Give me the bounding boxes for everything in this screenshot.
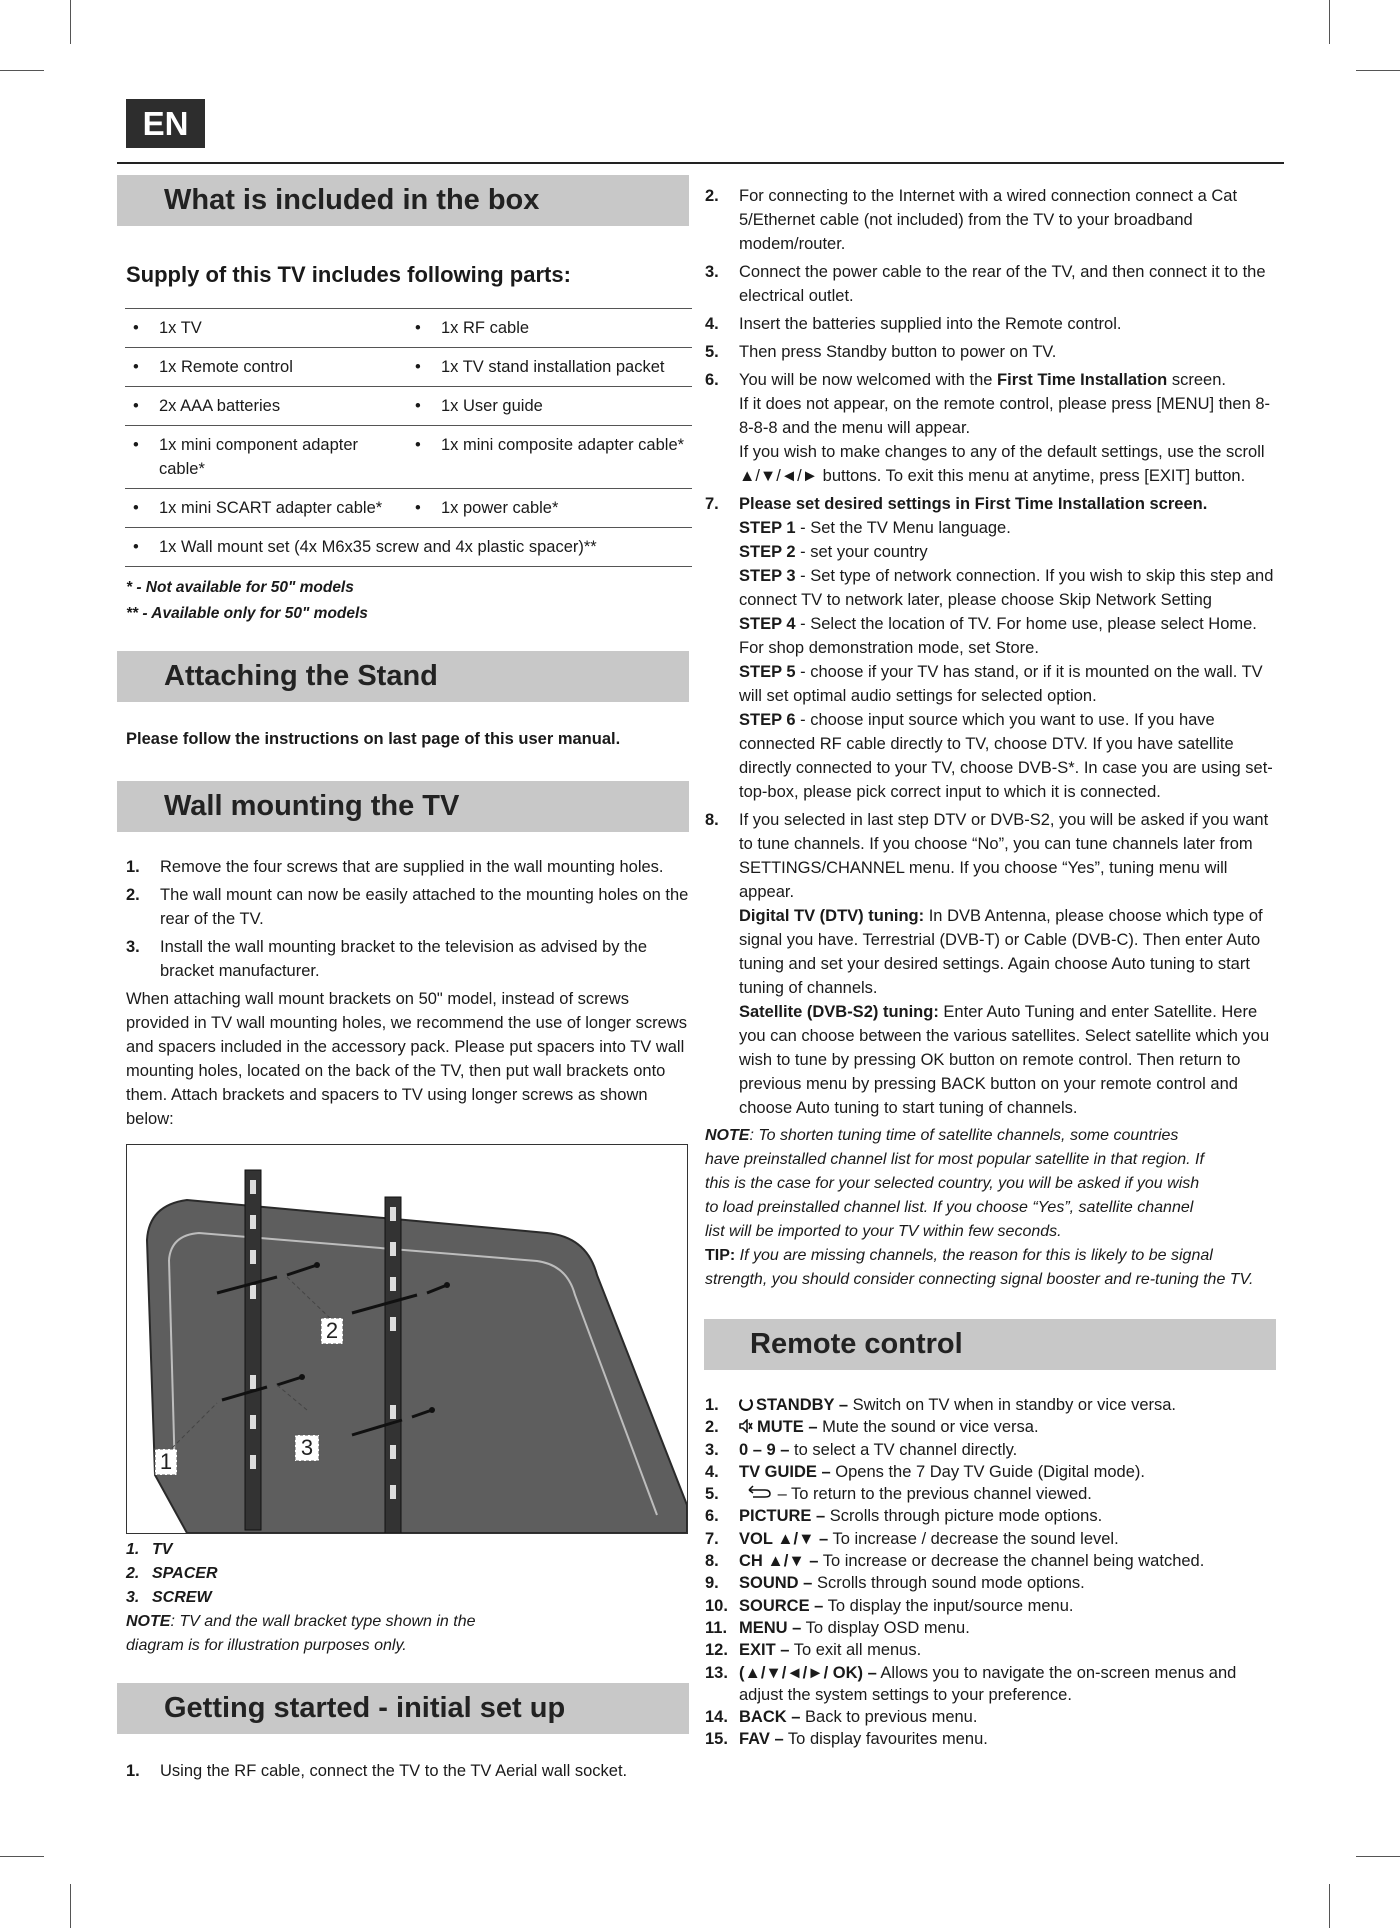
- table-cell: 1x Wall mount set (4x M6x35 screw and 4x plastic spacer)**: [159, 528, 692, 567]
- step-number: 8.: [705, 811, 719, 829]
- item-number: 7.: [705, 1529, 719, 1548]
- item-number: 14.: [705, 1708, 728, 1727]
- step-emphasis: First Time Installation: [997, 371, 1168, 389]
- sub-step-label: STEP 4: [739, 615, 796, 633]
- tuning-dtv: [739, 904, 1275, 1000]
- diagram-note: [126, 1610, 486, 1658]
- list-item: [126, 883, 689, 931]
- legend-number: 3.: [126, 1589, 140, 1606]
- item-number: 11.: [705, 1618, 728, 1637]
- tip-text: If you are missing channels, the reason for this is likely to be signal strength, you should consider connecting signal booster and re-tuning the TV.: [705, 1247, 1254, 1288]
- header-rule: [117, 162, 1284, 164]
- item-key: BACK –: [739, 1708, 801, 1727]
- note-text: : To shorten tuning time of satellite channels, some countries have preinstalled channel list for most popular satellite in that region. If this is the case for your selected country, you will be asked if you wish to load preinstalled channel list. If you choose “Yes”, satellite channel list will be imported to your TV within few seconds.: [705, 1127, 1204, 1240]
- item-number: 9.: [705, 1574, 719, 1593]
- sub-step-text: - Set the TV Menu language.: [795, 519, 1011, 537]
- step-text: If you selected in last step DTV or DVB-S2, you will be asked if you want to tune channels. If you choose “No”, you can tune channels later from SETTINGS/CHANNEL menu. If you choose “Yes”, tuning menu will appear.: [739, 811, 1269, 901]
- callout-3: 3: [300, 1435, 314, 1460]
- step-number: 3.: [126, 938, 140, 956]
- callout-1: 1: [159, 1449, 173, 1474]
- item-number: 2.: [705, 1418, 719, 1437]
- tuning-satellite: [739, 1000, 1275, 1120]
- bullet: •: [125, 309, 159, 348]
- model-note-1: * - Not available for 50" models: [126, 579, 354, 596]
- step-text: For connecting to the Internet with a wired connection connect a Cat 5/Ethernet cable (not included) from the TV to your broadband modem/router.: [739, 187, 1238, 253]
- step-number: 7.: [705, 495, 719, 513]
- step-number: 6.: [705, 371, 719, 389]
- parts-table: [125, 308, 692, 567]
- bullet: •: [125, 489, 159, 528]
- list-item: [705, 1505, 1275, 1527]
- item-key: FAV –: [739, 1730, 784, 1749]
- model-note-2: ** - Available only for 50" models: [126, 605, 368, 622]
- wall-mount-illustration: [127, 1145, 687, 1533]
- item-key: MUTE –: [757, 1418, 818, 1437]
- item-text: To display favourites menu.: [783, 1730, 988, 1749]
- step-text: Install the wall mounting bracket to the television as advised by the bracket manufacturer.: [160, 938, 648, 980]
- step-number: 3.: [705, 263, 719, 281]
- sub-step-text: - Select the location of TV. For home use, please select Home. For shop demonstration mode, set Store.: [739, 615, 1257, 657]
- step-text: Then press Standby button to power on TV.: [739, 343, 1057, 361]
- table-row: [125, 426, 692, 489]
- list-item: [126, 1759, 689, 1783]
- item-number: 15.: [705, 1730, 728, 1749]
- step-number: 5.: [705, 343, 719, 361]
- step-text: Remove the four screws that are supplied in the wall mounting holes.: [160, 858, 664, 876]
- step-text: The wall mount can now be easily attached to the mounting holes on the rear of the TV.: [160, 886, 689, 928]
- list-item: [705, 1617, 1275, 1639]
- item-text: To display the input/source menu.: [823, 1596, 1074, 1615]
- crop-mark: [1356, 70, 1400, 71]
- table-cell: 1x User guide: [441, 387, 692, 426]
- step-number: 1.: [126, 1762, 140, 1780]
- crop-mark: [1356, 1856, 1400, 1857]
- table-row: [125, 387, 692, 426]
- item-key: SOURCE –: [739, 1596, 824, 1615]
- step-number: 2.: [126, 886, 140, 904]
- standby-icon: [739, 1397, 753, 1411]
- list-item: [705, 1528, 1275, 1550]
- bullet: •: [125, 528, 159, 567]
- section-heading-setup: Getting started - initial set up: [117, 1683, 689, 1734]
- table-cell: 1x Remote control: [159, 348, 407, 387]
- satellite-note: [705, 1124, 1205, 1244]
- item-number: 1.: [705, 1396, 719, 1414]
- item-text: to select a TV channel directly.: [789, 1440, 1018, 1459]
- item-text: To increase or decrease the channel being watched.: [818, 1552, 1205, 1571]
- item-key: SOUND –: [739, 1574, 813, 1593]
- item-key: MENU –: [739, 1618, 802, 1637]
- step-title: Please set desired settings in First Time Installation screen.: [739, 495, 1208, 513]
- sub-step-label: STEP 5: [739, 663, 796, 681]
- sub-step: [739, 612, 1275, 660]
- bullet: •: [407, 348, 441, 387]
- list-item: [705, 340, 1275, 364]
- tuning-text: Enter Auto Tuning and enter Satellite. Here you can choose between the various satellites. Select satellite which you wish to tune by pressing OK button on remote control. Then return to previous menu by pressing BACK button on your remote control and choose Auto tuning to start tuning of channels.: [739, 1003, 1270, 1117]
- table-cell: 1x mini SCART adapter cable*: [159, 489, 407, 528]
- wall-steps: [126, 855, 689, 983]
- bullet: •: [407, 426, 441, 489]
- sub-step-label: STEP 6: [739, 711, 796, 729]
- section-heading-stand: Attaching the Stand: [117, 651, 689, 702]
- list-item: [705, 1728, 1275, 1750]
- step-number: 2.: [705, 187, 719, 205]
- tip-note: [705, 1244, 1275, 1292]
- item-text: – To return to the previous channel viewed.: [773, 1485, 1092, 1504]
- right-column: [705, 175, 1275, 1751]
- list-item: [705, 1416, 1275, 1438]
- crop-mark: [1329, 1884, 1330, 1928]
- tuning-label: Digital TV (DTV) tuning:: [739, 907, 925, 925]
- bullet: •: [125, 387, 159, 426]
- item-text: Opens the 7 Day TV Guide (Digital mode).: [830, 1462, 1145, 1481]
- sub-step: [739, 516, 1275, 540]
- crop-mark: [1329, 0, 1330, 44]
- legend-number: 1.: [126, 1541, 140, 1558]
- callout-2: 2: [325, 1318, 339, 1343]
- item-key: (▲/▼/◄/►/ OK) –: [739, 1663, 877, 1682]
- item-text: Scrolls through sound mode options.: [812, 1574, 1085, 1593]
- list-item: [705, 1483, 1275, 1505]
- mute-icon: [739, 1417, 753, 1431]
- bullet: •: [125, 426, 159, 489]
- parts-subheading: Supply of this TV includes following parts:: [126, 262, 571, 287]
- setup-steps-left: [126, 1759, 689, 1783]
- table-cell: 1x TV stand installation packet: [441, 348, 692, 387]
- list-item: [705, 1461, 1275, 1483]
- crop-mark: [0, 1856, 44, 1857]
- step-text: Insert the batteries supplied into the Remote control.: [739, 315, 1122, 333]
- sub-step-text: - choose input source which you want to use. If you have connected RF cable directly to TV, choose DTV. If you have satellite directly connected to your TV, choose DVB-S*. In case you are using set-top-box, please pick correct input to which it is connected.: [739, 711, 1273, 801]
- table-cell: 1x mini composite adapter cable*: [441, 426, 692, 489]
- sub-step: [739, 564, 1275, 612]
- crop-mark: [0, 70, 44, 71]
- step-text: Connect the power cable to the rear of the TV, and then connect it to the electrical outlet.: [739, 263, 1266, 305]
- list-item: [126, 1586, 689, 1610]
- table-cell: 1x mini component adapter cable*: [159, 426, 407, 489]
- table-cell: 1x TV: [159, 309, 407, 348]
- item-number: 13.: [705, 1663, 728, 1682]
- sub-step-label: STEP 2: [739, 543, 796, 561]
- return-icon: [745, 1483, 773, 1497]
- list-item: [126, 855, 689, 879]
- step-text: If it does not appear, on the remote control, please press [MENU] then 8-8-8-8 and the menu will appear.: [739, 395, 1271, 437]
- item-text: To increase / decrease the sound level.: [828, 1529, 1119, 1548]
- list-item: [705, 808, 1275, 1120]
- wall-mount-diagram: [126, 1144, 688, 1534]
- table-cell: 1x RF cable: [441, 309, 692, 348]
- sub-step-label: STEP 1: [739, 519, 796, 537]
- item-text: To display OSD menu.: [801, 1618, 970, 1637]
- sub-step-label: STEP 3: [739, 567, 796, 585]
- note-label: NOTE: [705, 1127, 750, 1144]
- list-item: [705, 1662, 1275, 1707]
- item-number: 10.: [705, 1596, 728, 1615]
- sub-step-text: - Set type of network connection. If you wish to skip this step and connect TV to network later, please choose Skip Network Setting: [739, 567, 1274, 609]
- item-number: 3.: [705, 1440, 719, 1459]
- item-key: PICTURE –: [739, 1507, 826, 1526]
- item-key: 0 – 9 –: [739, 1440, 790, 1459]
- item-key: TV GUIDE –: [739, 1462, 831, 1481]
- item-text: Scrolls through picture mode options.: [825, 1507, 1103, 1526]
- list-item: [705, 1572, 1275, 1594]
- remote-functions: [705, 1394, 1275, 1751]
- language-badge: EN: [126, 99, 205, 148]
- item-number: 12.: [705, 1641, 728, 1660]
- list-item: [126, 935, 689, 983]
- item-number: 4.: [705, 1462, 719, 1481]
- crop-mark: [70, 0, 71, 44]
- table-row: [125, 348, 692, 387]
- legend-text: SPACER: [152, 1565, 218, 1582]
- item-text: Mute the sound or vice versa.: [817, 1418, 1039, 1437]
- list-item: [705, 368, 1275, 488]
- bullet: •: [407, 309, 441, 348]
- bullet: •: [407, 489, 441, 528]
- table-row: [125, 528, 692, 567]
- list-item: [705, 492, 1275, 804]
- list-item: [705, 260, 1275, 308]
- table-cell: 2x AAA batteries: [159, 387, 407, 426]
- sub-step-text: - set your country: [795, 543, 928, 561]
- legend-text: TV: [152, 1541, 173, 1558]
- sub-step: [739, 660, 1275, 708]
- section-heading-remote: Remote control: [704, 1319, 1276, 1370]
- list-item: [705, 1639, 1275, 1661]
- list-item: [705, 1595, 1275, 1617]
- list-item: [705, 312, 1275, 336]
- crop-mark: [70, 1884, 71, 1928]
- table-cell: 1x power cable*: [441, 489, 692, 528]
- section-heading-wall: Wall mounting the TV: [117, 781, 689, 832]
- legend-text: SCREW: [152, 1589, 212, 1606]
- left-column: [117, 175, 689, 1787]
- list-item: [705, 1706, 1275, 1728]
- diagram-legend: [126, 1538, 689, 1610]
- list-item: [705, 1550, 1275, 1572]
- item-number: 8.: [705, 1552, 719, 1571]
- list-item: [126, 1538, 689, 1562]
- bullet: •: [407, 387, 441, 426]
- step-number: 1.: [126, 858, 140, 876]
- legend-number: 2.: [126, 1565, 140, 1582]
- item-key: VOL ▲/▼ –: [739, 1529, 829, 1548]
- sub-step: [739, 540, 1275, 564]
- step-text: You will be now welcomed with the: [739, 371, 998, 389]
- item-number: 5.: [705, 1485, 719, 1504]
- sub-step-text: - choose if your TV has stand, or if it is mounted on the wall. TV will set optimal audio settings for selected option.: [739, 663, 1263, 705]
- stand-instruction: Please follow the instructions on last page of this user manual.: [126, 730, 621, 748]
- note-label: NOTE: [126, 1613, 171, 1630]
- step-text: screen.: [1167, 371, 1226, 389]
- section-heading-box: What is included in the box: [117, 175, 689, 226]
- step-text: If you wish to make changes to any of the default settings, use the scroll ▲/▼/◄/► buttons. To exit this menu at anytime, press [EXIT] button.: [739, 443, 1265, 485]
- item-text: To exit all menus.: [789, 1641, 922, 1660]
- item-key: EXIT –: [739, 1641, 790, 1660]
- table-row: [125, 489, 692, 528]
- step-text: Using the RF cable, connect the TV to the TV Aerial wall socket.: [160, 1762, 628, 1780]
- list-item: [705, 1439, 1275, 1461]
- setup-steps-right: [705, 184, 1275, 1120]
- tuning-text: In DVB Antenna, please choose which type of signal you have. Terrestrial (DVB-T) or Cable (DVB-C). Then enter Auto tuning and set your desired settings. Again choose Auto tuning to start tuning of channels.: [739, 907, 1263, 997]
- sub-step: [739, 708, 1275, 804]
- list-item: [705, 184, 1275, 256]
- tuning-label: Satellite (DVB-S2) tuning:: [739, 1003, 939, 1021]
- item-number: 6.: [705, 1507, 719, 1526]
- wall-mount-paragraph: When attaching wall mount brackets on 50" model, instead of screws provided in TV wall mounting holes, we recommend the use of longer screws and spacers included in the accessory pack. Please put spacers into TV wall mounting holes, located on the back of the TV, then put wall brackets onto them. Attach brackets and spacers to TV using longer screws as shown below:: [126, 990, 687, 1128]
- item-text: Back to previous menu.: [800, 1708, 978, 1727]
- list-item: [705, 1394, 1275, 1416]
- tip-label: TIP:: [705, 1247, 736, 1264]
- item-key: CH ▲/▼ –: [739, 1552, 819, 1571]
- bullet: •: [125, 348, 159, 387]
- item-text: Allows you to navigate the on-screen menus and adjust the system settings to your preference.: [739, 1663, 1237, 1704]
- item-text: Switch on TV when in standby or vice versa.: [848, 1396, 1177, 1414]
- list-item: [126, 1562, 689, 1586]
- step-number: 4.: [705, 315, 719, 333]
- item-key: STANDBY –: [756, 1396, 848, 1414]
- table-row: [125, 309, 692, 348]
- note-text: : TV and the wall bracket type shown in the diagram is for illustration purposes only.: [126, 1613, 476, 1654]
